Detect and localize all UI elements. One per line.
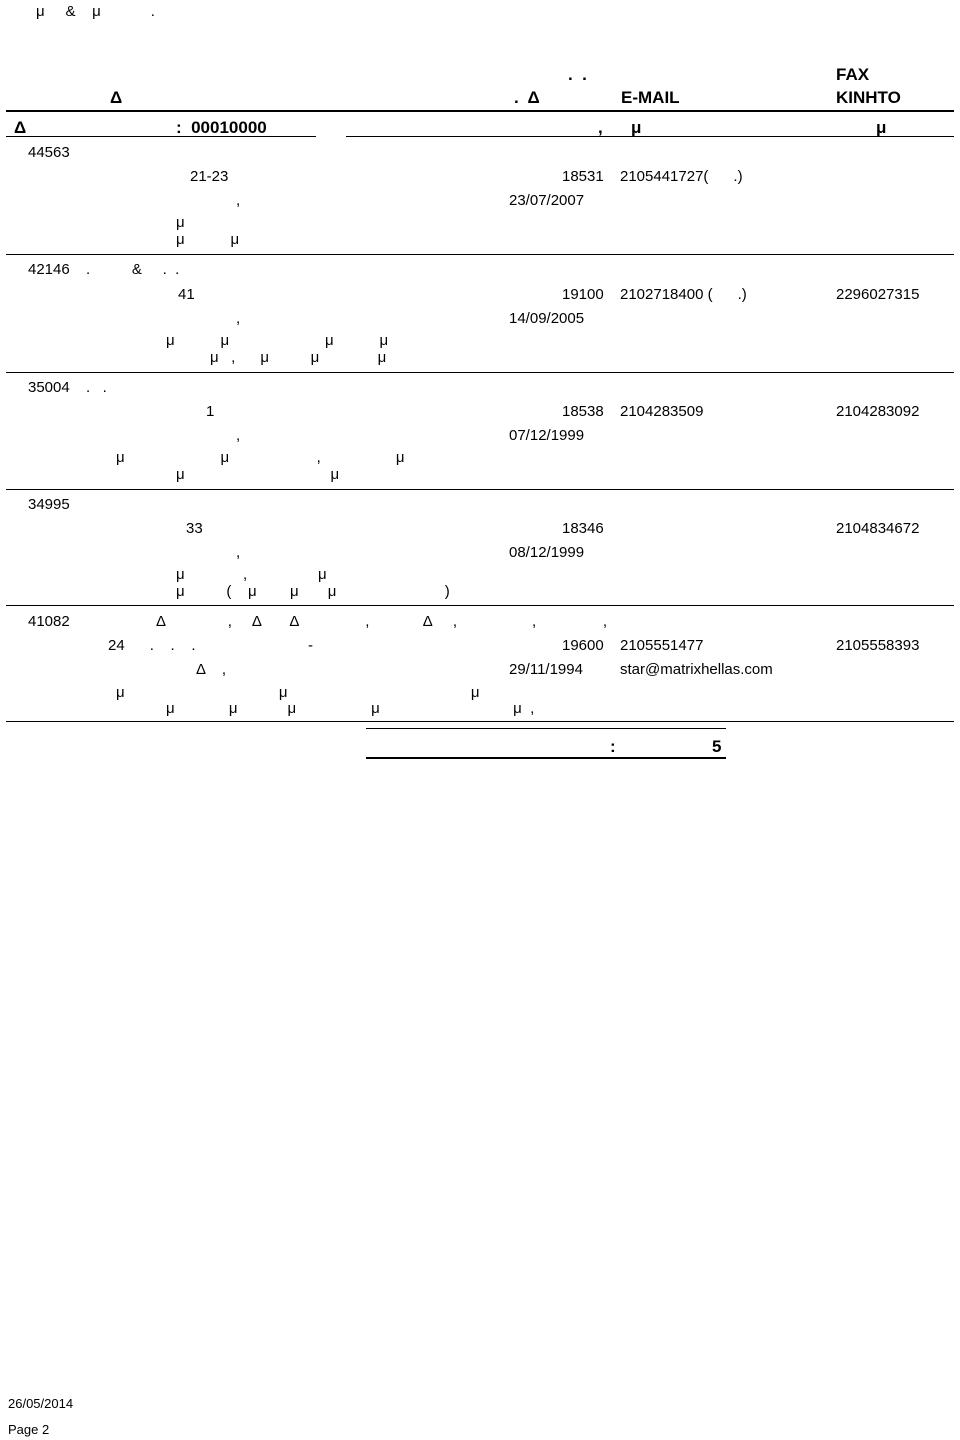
record-activity-2: μ μ μ μ μ , bbox=[166, 700, 535, 717]
record-fax: 2105558393 bbox=[836, 637, 920, 654]
section-underline-right bbox=[346, 136, 954, 137]
record-city: , bbox=[236, 310, 241, 327]
total-top-rule bbox=[366, 728, 726, 729]
record-city: , bbox=[236, 427, 241, 444]
record-date: 23/07/2007 bbox=[509, 192, 585, 209]
record-name: . . bbox=[86, 379, 107, 396]
record-city: , bbox=[236, 192, 241, 209]
header-fax: FAX bbox=[836, 65, 870, 84]
record-address: 21-23 bbox=[190, 168, 229, 185]
record-address: 41 bbox=[178, 286, 195, 303]
record-id: 35004 bbox=[28, 379, 70, 396]
record-email: star@matrixhellas.com bbox=[620, 661, 773, 678]
record-activity-1: μ μ μ μ bbox=[166, 332, 389, 349]
record-date: 08/12/1999 bbox=[509, 544, 585, 561]
record-activity-1: μ , μ bbox=[176, 566, 327, 583]
section-delta: Δ bbox=[14, 118, 27, 137]
record-activity-1: μ μ μ bbox=[116, 684, 480, 701]
record-city: , bbox=[236, 544, 241, 561]
record-phone: 2105441727( .) bbox=[620, 168, 743, 185]
header-dots: . . bbox=[568, 65, 587, 84]
record-date: 07/12/1999 bbox=[509, 427, 585, 444]
record-postal: 19600 bbox=[562, 637, 604, 654]
record-address: 24 . . . bbox=[108, 637, 196, 654]
record-postal: 18538 bbox=[562, 403, 604, 420]
section-code: : 00010000 bbox=[176, 118, 267, 137]
header-mid: . Δ bbox=[514, 88, 540, 107]
record-address: 33 bbox=[186, 520, 203, 537]
record-activity-2: μ μ bbox=[176, 231, 240, 248]
record-id: 34995 bbox=[28, 496, 70, 513]
record-divider bbox=[6, 372, 954, 373]
record-activity-1: μ μ , μ bbox=[116, 449, 405, 466]
section-mu: μ bbox=[876, 118, 887, 137]
record-id: 41082 bbox=[28, 613, 70, 630]
record-activity-2: μ ( μ μ μ ) bbox=[176, 583, 450, 600]
record-name: Δ , Δ Δ , Δ , , , bbox=[156, 613, 608, 630]
total-value: 5 bbox=[712, 737, 722, 756]
header-delta: Δ bbox=[110, 88, 123, 107]
header-rule bbox=[6, 110, 954, 112]
record-fax: 2296027315 bbox=[836, 286, 920, 303]
record-id: 44563 bbox=[28, 144, 70, 161]
record-postal: 18346 bbox=[562, 520, 604, 537]
section-underline-left bbox=[6, 136, 316, 137]
total-label: : bbox=[610, 737, 616, 756]
page-top-line: μ & μ . bbox=[36, 3, 155, 20]
total-bottom-rule bbox=[366, 757, 726, 759]
record-date: 14/09/2005 bbox=[509, 310, 585, 327]
record-id: 42146 bbox=[28, 261, 70, 278]
record-name: . & . . bbox=[86, 261, 180, 278]
record-activity-2: μ , μ μ μ bbox=[210, 349, 387, 366]
record-postal: 19100 bbox=[562, 286, 604, 303]
footer-page: Page 2 bbox=[8, 1422, 50, 1437]
record-city: Δ , bbox=[196, 661, 227, 678]
record-phone: 2102718400 ( .) bbox=[620, 286, 747, 303]
record-activity-1: μ bbox=[176, 214, 185, 231]
record-phone: 2105551477 bbox=[620, 637, 704, 654]
record-fax: 2104834672 bbox=[836, 520, 920, 537]
record-phone: 2104283509 bbox=[620, 403, 704, 420]
record-divider bbox=[6, 721, 954, 722]
footer-date: 26/05/2014 bbox=[8, 1396, 74, 1411]
record-divider bbox=[6, 605, 954, 606]
record-address-extra: - bbox=[308, 637, 313, 654]
header-email: E-MAIL bbox=[621, 88, 680, 107]
record-date: 29/11/1994 bbox=[509, 661, 583, 678]
record-fax: 2104283092 bbox=[836, 403, 920, 420]
record-postal: 18531 bbox=[562, 168, 604, 185]
header-mobile: ΚΙΝΗΤΟ bbox=[836, 88, 901, 107]
record-activity-2: μ μ bbox=[176, 466, 340, 483]
section-comma-mu: , μ bbox=[598, 118, 642, 137]
record-address: 1 bbox=[206, 403, 215, 420]
record-divider bbox=[6, 254, 954, 255]
record-divider bbox=[6, 489, 954, 490]
